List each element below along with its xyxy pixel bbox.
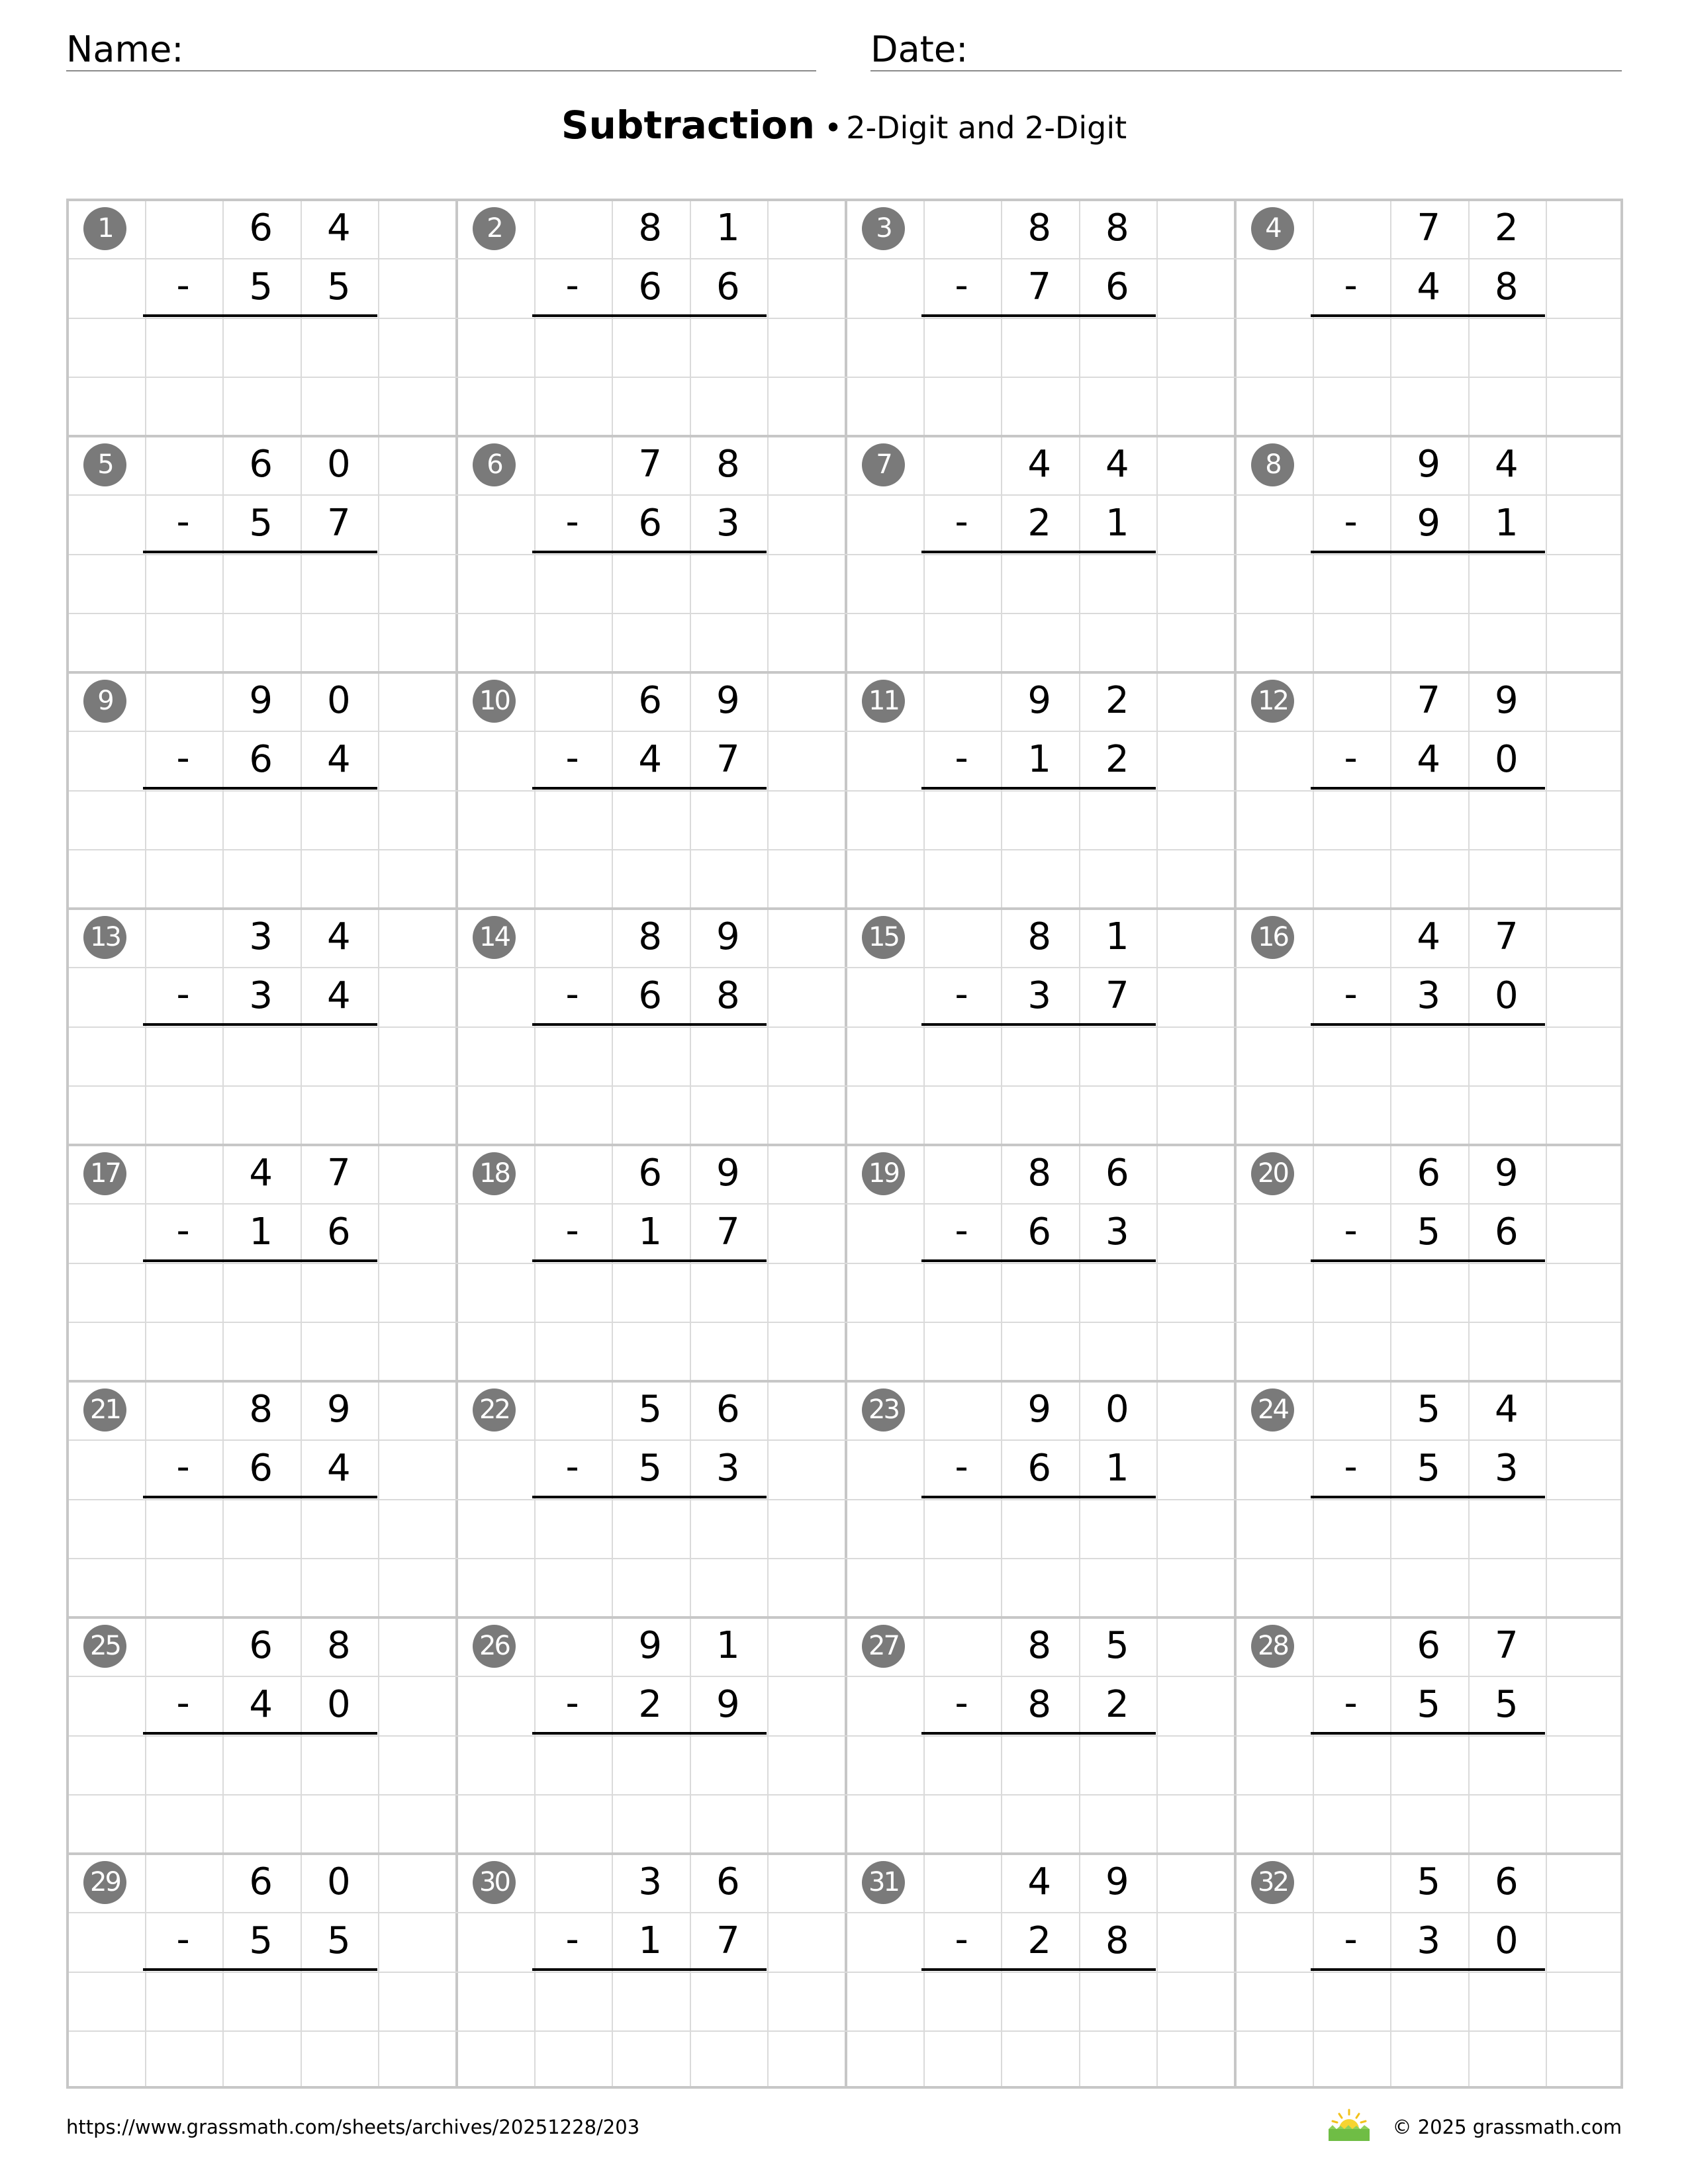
minuend-ones-digit: 6: [716, 1388, 740, 1431]
minuend-tens-digit: 5: [1417, 1860, 1440, 1903]
minus-sign: -: [955, 1682, 968, 1725]
minuend-tens-digit: 6: [638, 679, 662, 722]
problem-number-badge: 27: [862, 1625, 905, 1668]
minuend-ones-digit: 0: [1105, 1388, 1129, 1431]
subtrahend-tens-digit: 6: [249, 1447, 273, 1490]
problem-grid: [66, 199, 1623, 2089]
minuend-tens-digit: 3: [638, 1860, 662, 1903]
problem-25: [66, 1616, 455, 1852]
minuend-ones-digit: 0: [326, 443, 351, 486]
problem-number-badge: 21: [83, 1388, 126, 1432]
problem-7: [845, 435, 1234, 671]
answer-area[interactable]: [923, 317, 1156, 435]
minus-sign: -: [1344, 264, 1358, 308]
problem-9: [66, 671, 455, 907]
problem-3: [845, 199, 1234, 435]
minus-sign: -: [1344, 1209, 1358, 1253]
minuend-ones-digit: 9: [716, 915, 740, 958]
subtrahend-ones-digit: 6: [1494, 1210, 1519, 1254]
subtrahend-tens-digit: 6: [1027, 1210, 1051, 1254]
subtrahend-ones-digit: 8: [1494, 265, 1519, 309]
subtrahend-ones-digit: 1: [1494, 502, 1519, 545]
subtrahend-tens-digit: 3: [1417, 974, 1440, 1018]
minus-sign: -: [955, 973, 968, 1017]
subtrahend-tens-digit: 6: [249, 738, 273, 782]
answer-area[interactable]: [144, 1735, 378, 1853]
answer-area[interactable]: [923, 1026, 1156, 1144]
minuend-ones-digit: 8: [326, 1624, 351, 1667]
problem-13: [66, 907, 455, 1144]
minus-sign: -: [1344, 500, 1358, 544]
minuend-ones-digit: 2: [1105, 679, 1129, 722]
subtrahend-ones-digit: 3: [1494, 1447, 1519, 1490]
title-separator: •: [824, 110, 843, 146]
problem-20: [1234, 1144, 1623, 1380]
problem-11: [845, 671, 1234, 907]
problem-number-badge: 29: [83, 1861, 126, 1904]
minuend-ones-digit: 6: [1494, 1860, 1519, 1903]
minuend-ones-digit: 9: [716, 1152, 740, 1195]
answer-area[interactable]: [534, 1026, 767, 1144]
problem-10: [455, 671, 845, 907]
minuend-ones-digit: 7: [326, 1152, 351, 1195]
subtrahend-ones-digit: 6: [716, 265, 740, 309]
minuend-ones-digit: 9: [1105, 1860, 1129, 1903]
problem-30: [455, 1852, 845, 2089]
minuend-tens-digit: 6: [249, 1624, 273, 1667]
minuend-tens-digit: 6: [249, 1860, 273, 1903]
subtrahend-tens-digit: 2: [638, 1683, 662, 1727]
subtrahend-ones-digit: 7: [716, 738, 740, 782]
answer-area[interactable]: [144, 553, 378, 672]
minuend-ones-digit: 1: [716, 1624, 740, 1667]
minuend-ones-digit: 6: [716, 1860, 740, 1903]
problem-number-badge: 30: [473, 1861, 516, 1904]
minuend-tens-digit: 9: [249, 679, 273, 722]
minuend-tens-digit: 9: [638, 1624, 662, 1667]
subtrahend-ones-digit: 4: [326, 1447, 351, 1490]
minuend-ones-digit: 4: [1494, 443, 1519, 486]
minus-sign: -: [176, 1682, 190, 1725]
problem-23: [845, 1380, 1234, 1616]
problem-24: [1234, 1380, 1623, 1616]
minuend-ones-digit: 4: [1105, 443, 1129, 486]
minuend-ones-digit: 6: [1105, 1152, 1129, 1195]
minuend-tens-digit: 6: [249, 206, 273, 250]
minuend-tens-digit: 5: [638, 1388, 662, 1431]
answer-area[interactable]: [1312, 1498, 1546, 1617]
date-label: Date:: [870, 28, 968, 70]
minuend-ones-digit: 7: [1494, 1624, 1519, 1667]
minuend-ones-digit: 1: [1105, 915, 1129, 958]
subtrahend-ones-digit: 1: [1105, 1447, 1129, 1490]
subtrahend-tens-digit: 2: [1027, 502, 1051, 545]
minuend-tens-digit: 6: [1417, 1152, 1440, 1195]
minus-sign: -: [955, 737, 968, 780]
minus-sign: -: [1344, 737, 1358, 780]
minus-sign: -: [955, 1445, 968, 1489]
minus-sign: -: [176, 1209, 190, 1253]
page-subtitle: 2-Digit and 2-Digit: [846, 110, 1127, 146]
answer-area[interactable]: [923, 1971, 1156, 2089]
minuend-tens-digit: 7: [1417, 679, 1440, 722]
minus-sign: -: [176, 1918, 190, 1962]
minuend-tens-digit: 8: [638, 915, 662, 958]
subtrahend-ones-digit: 7: [716, 1919, 740, 1963]
minuend-tens-digit: 8: [1027, 915, 1051, 958]
answer-area[interactable]: [534, 1735, 767, 1853]
subtrahend-tens-digit: 5: [249, 502, 273, 545]
minus-sign: -: [1344, 973, 1358, 1017]
minus-sign: -: [176, 264, 190, 308]
minuend-tens-digit: 8: [1027, 206, 1051, 250]
answer-area[interactable]: [1312, 553, 1546, 672]
problem-number-badge: 19: [862, 1152, 905, 1195]
answer-area[interactable]: [923, 553, 1156, 672]
answer-area[interactable]: [1312, 317, 1546, 435]
subtrahend-ones-digit: 0: [1494, 738, 1519, 782]
minus-sign: -: [565, 973, 579, 1017]
minus-sign: -: [176, 737, 190, 780]
problem-17: [66, 1144, 455, 1380]
minus-sign: -: [955, 500, 968, 544]
subtrahend-tens-digit: 2: [1027, 1919, 1051, 1963]
problem-5: [66, 435, 455, 671]
subtrahend-ones-digit: 7: [1105, 974, 1129, 1018]
answer-area[interactable]: [144, 1262, 378, 1381]
answer-area[interactable]: [144, 317, 378, 435]
problem-number-badge: 17: [83, 1152, 126, 1195]
answer-area[interactable]: [1312, 790, 1546, 908]
subtrahend-ones-digit: 0: [326, 1683, 351, 1727]
problem-number-badge: 16: [1251, 916, 1294, 959]
answer-area[interactable]: [534, 1971, 767, 2089]
subtrahend-ones-digit: 9: [716, 1683, 740, 1727]
minus-sign: -: [565, 1445, 579, 1489]
minus-sign: -: [565, 500, 579, 544]
subtrahend-tens-digit: 5: [638, 1447, 662, 1490]
subtrahend-ones-digit: 5: [326, 1919, 351, 1963]
name-field[interactable]: [66, 24, 816, 71]
subtrahend-ones-digit: 3: [716, 502, 740, 545]
minus-sign: -: [176, 1445, 190, 1489]
problem-16: [1234, 907, 1623, 1144]
name-label: Name:: [66, 28, 184, 70]
problem-2: [455, 199, 845, 435]
answer-area[interactable]: [1312, 1971, 1546, 2089]
subtrahend-ones-digit: 4: [326, 738, 351, 782]
problem-number-badge: 10: [473, 680, 516, 723]
footer-copyright: © 2025 grassmath.com: [1392, 2116, 1622, 2138]
problem-number-badge: 32: [1251, 1861, 1294, 1904]
problem-14: [455, 907, 845, 1144]
minus-sign: -: [1344, 1445, 1358, 1489]
subtrahend-tens-digit: 8: [1027, 1683, 1051, 1727]
subtrahend-ones-digit: 7: [716, 1210, 740, 1254]
problem-number-badge: 13: [83, 916, 126, 959]
subtrahend-ones-digit: 5: [326, 265, 351, 309]
subtrahend-tens-digit: 6: [638, 265, 662, 309]
problem-number-badge: 3: [862, 207, 905, 250]
minuend-tens-digit: 7: [638, 443, 662, 486]
problem-15: [845, 907, 1234, 1144]
subtrahend-ones-digit: 6: [1105, 265, 1129, 309]
problem-19: [845, 1144, 1234, 1380]
subtrahend-tens-digit: 6: [1027, 1447, 1051, 1490]
problem-number-badge: 4: [1251, 207, 1294, 250]
problem-12: [1234, 671, 1623, 907]
subtrahend-ones-digit: 2: [1105, 738, 1129, 782]
subtrahend-ones-digit: 3: [716, 1447, 740, 1490]
minuend-tens-digit: 8: [1027, 1152, 1051, 1195]
problem-4: [1234, 199, 1623, 435]
answer-area[interactable]: [1312, 1735, 1546, 1853]
subtrahend-tens-digit: 4: [638, 738, 662, 782]
subtrahend-ones-digit: 0: [1494, 1919, 1519, 1963]
problem-number-badge: 12: [1251, 680, 1294, 723]
minuend-ones-digit: 5: [1105, 1624, 1129, 1667]
minuend-ones-digit: 8: [716, 443, 740, 486]
page-title: Subtraction: [561, 103, 816, 148]
minus-sign: -: [955, 1209, 968, 1253]
problem-28: [1234, 1616, 1623, 1852]
problem-number-badge: 7: [862, 443, 905, 486]
minus-sign: -: [565, 1682, 579, 1725]
subtrahend-ones-digit: 3: [1105, 1210, 1129, 1254]
problem-number-badge: 18: [473, 1152, 516, 1195]
problem-26: [455, 1616, 845, 1852]
subtrahend-tens-digit: 1: [638, 1919, 662, 1963]
minuend-tens-digit: 8: [1027, 1624, 1051, 1667]
answer-area[interactable]: [144, 1026, 378, 1144]
problem-number-badge: 20: [1251, 1152, 1294, 1195]
minus-sign: -: [565, 737, 579, 780]
subtrahend-ones-digit: 8: [716, 974, 740, 1018]
subtrahend-tens-digit: 5: [1417, 1683, 1440, 1727]
answer-area[interactable]: [144, 790, 378, 908]
problem-number-badge: 1: [83, 207, 126, 250]
minuend-ones-digit: 2: [1494, 206, 1519, 250]
subtrahend-ones-digit: 4: [326, 974, 351, 1018]
problem-21: [66, 1380, 455, 1616]
problem-number-badge: 31: [862, 1861, 905, 1904]
problem-number-badge: 14: [473, 916, 516, 959]
subtrahend-tens-digit: 3: [249, 974, 273, 1018]
subtrahend-tens-digit: 1: [249, 1210, 273, 1254]
problem-number-badge: 23: [862, 1388, 905, 1432]
answer-area[interactable]: [534, 1262, 767, 1381]
problem-number-badge: 5: [83, 443, 126, 486]
minuend-ones-digit: 4: [326, 206, 351, 250]
problem-number-badge: 2: [473, 207, 516, 250]
minuend-ones-digit: 9: [326, 1388, 351, 1431]
minuend-tens-digit: 4: [249, 1152, 273, 1195]
answer-area[interactable]: [144, 1498, 378, 1617]
minuend-tens-digit: 7: [1417, 206, 1440, 250]
subtrahend-tens-digit: 4: [1417, 738, 1440, 782]
subtrahend-ones-digit: 1: [1105, 502, 1129, 545]
problem-number-badge: 24: [1251, 1388, 1294, 1432]
subtrahend-tens-digit: 5: [1417, 1447, 1440, 1490]
minuend-ones-digit: 8: [1105, 206, 1129, 250]
minuend-tens-digit: 6: [249, 443, 273, 486]
subtrahend-ones-digit: 8: [1105, 1919, 1129, 1963]
subtrahend-tens-digit: 5: [1417, 1210, 1440, 1254]
minuend-ones-digit: 4: [326, 915, 351, 958]
problem-1: [66, 199, 455, 435]
minuend-ones-digit: 9: [716, 679, 740, 722]
worksheet-title: [0, 103, 1688, 148]
answer-area[interactable]: [923, 1262, 1156, 1381]
subtrahend-ones-digit: 2: [1105, 1683, 1129, 1727]
footer-url: https://www.grassmath.com/sheets/archives/20251228/203: [66, 2116, 640, 2138]
subtrahend-tens-digit: 6: [638, 974, 662, 1018]
minuend-tens-digit: 4: [1027, 443, 1051, 486]
subtrahend-tens-digit: 9: [1417, 502, 1440, 545]
problem-number-badge: 11: [862, 680, 905, 723]
minuend-tens-digit: 6: [1417, 1624, 1440, 1667]
problem-number-badge: 15: [862, 916, 905, 959]
minuend-tens-digit: 4: [1417, 915, 1440, 958]
minus-sign: -: [1344, 1682, 1358, 1725]
minuend-ones-digit: 4: [1494, 1388, 1519, 1431]
subtrahend-tens-digit: 5: [249, 1919, 273, 1963]
minuend-ones-digit: 9: [1494, 679, 1519, 722]
problem-number-badge: 22: [473, 1388, 516, 1432]
subtrahend-tens-digit: 4: [249, 1683, 273, 1727]
grass-sun-logo-icon: [1326, 2108, 1372, 2142]
problem-32: [1234, 1852, 1623, 2089]
subtrahend-tens-digit: 3: [1027, 974, 1051, 1018]
answer-area[interactable]: [534, 553, 767, 672]
answer-area[interactable]: [1312, 1262, 1546, 1381]
minuend-tens-digit: 6: [638, 1152, 662, 1195]
subtrahend-ones-digit: 5: [1494, 1683, 1519, 1727]
subtrahend-ones-digit: 0: [1494, 974, 1519, 1018]
answer-area[interactable]: [923, 1498, 1156, 1617]
minuend-tens-digit: 3: [249, 915, 273, 958]
minuend-tens-digit: 8: [249, 1388, 273, 1431]
subtrahend-tens-digit: 1: [638, 1210, 662, 1254]
subtrahend-ones-digit: 6: [326, 1210, 351, 1254]
minus-sign: -: [565, 264, 579, 308]
subtrahend-tens-digit: 7: [1027, 265, 1051, 309]
problem-27: [845, 1616, 1234, 1852]
answer-area[interactable]: [534, 1498, 767, 1617]
minuend-tens-digit: 9: [1027, 1388, 1051, 1431]
minuend-tens-digit: 9: [1417, 443, 1440, 486]
problem-number-badge: 25: [83, 1625, 126, 1668]
minus-sign: -: [955, 1918, 968, 1962]
minuend-ones-digit: 0: [326, 679, 351, 722]
answer-area[interactable]: [534, 317, 767, 435]
minuend-ones-digit: 7: [1494, 915, 1519, 958]
subtrahend-tens-digit: 1: [1027, 738, 1051, 782]
problem-22: [455, 1380, 845, 1616]
minuend-tens-digit: 4: [1027, 1860, 1051, 1903]
minuend-tens-digit: 9: [1027, 679, 1051, 722]
problem-number-badge: 8: [1251, 443, 1294, 486]
minuend-tens-digit: 5: [1417, 1388, 1440, 1431]
problem-18: [455, 1144, 845, 1380]
problem-number-badge: 28: [1251, 1625, 1294, 1668]
problem-8: [1234, 435, 1623, 671]
minuend-tens-digit: 8: [638, 206, 662, 250]
date-field[interactable]: [870, 24, 1622, 71]
answer-area[interactable]: [534, 790, 767, 908]
minuend-ones-digit: 9: [1494, 1152, 1519, 1195]
minuend-ones-digit: 1: [716, 206, 740, 250]
minus-sign: -: [955, 264, 968, 308]
minus-sign: -: [176, 973, 190, 1017]
problem-number-badge: 9: [83, 680, 126, 723]
minus-sign: -: [565, 1918, 579, 1962]
answer-area[interactable]: [923, 1735, 1156, 1853]
answer-area[interactable]: [1312, 1026, 1546, 1144]
minuend-ones-digit: 0: [326, 1860, 351, 1903]
minus-sign: -: [1344, 1918, 1358, 1962]
problem-31: [845, 1852, 1234, 2089]
subtrahend-ones-digit: 7: [326, 502, 351, 545]
subtrahend-tens-digit: 6: [638, 502, 662, 545]
problem-number-badge: 26: [473, 1625, 516, 1668]
minus-sign: -: [565, 1209, 579, 1253]
minus-sign: -: [176, 500, 190, 544]
subtrahend-tens-digit: 4: [1417, 265, 1440, 309]
subtrahend-tens-digit: 3: [1417, 1919, 1440, 1963]
answer-area[interactable]: [144, 1971, 378, 2089]
subtrahend-tens-digit: 5: [249, 265, 273, 309]
answer-area[interactable]: [923, 790, 1156, 908]
problem-6: [455, 435, 845, 671]
problem-29: [66, 1852, 455, 2089]
problem-number-badge: 6: [473, 443, 516, 486]
